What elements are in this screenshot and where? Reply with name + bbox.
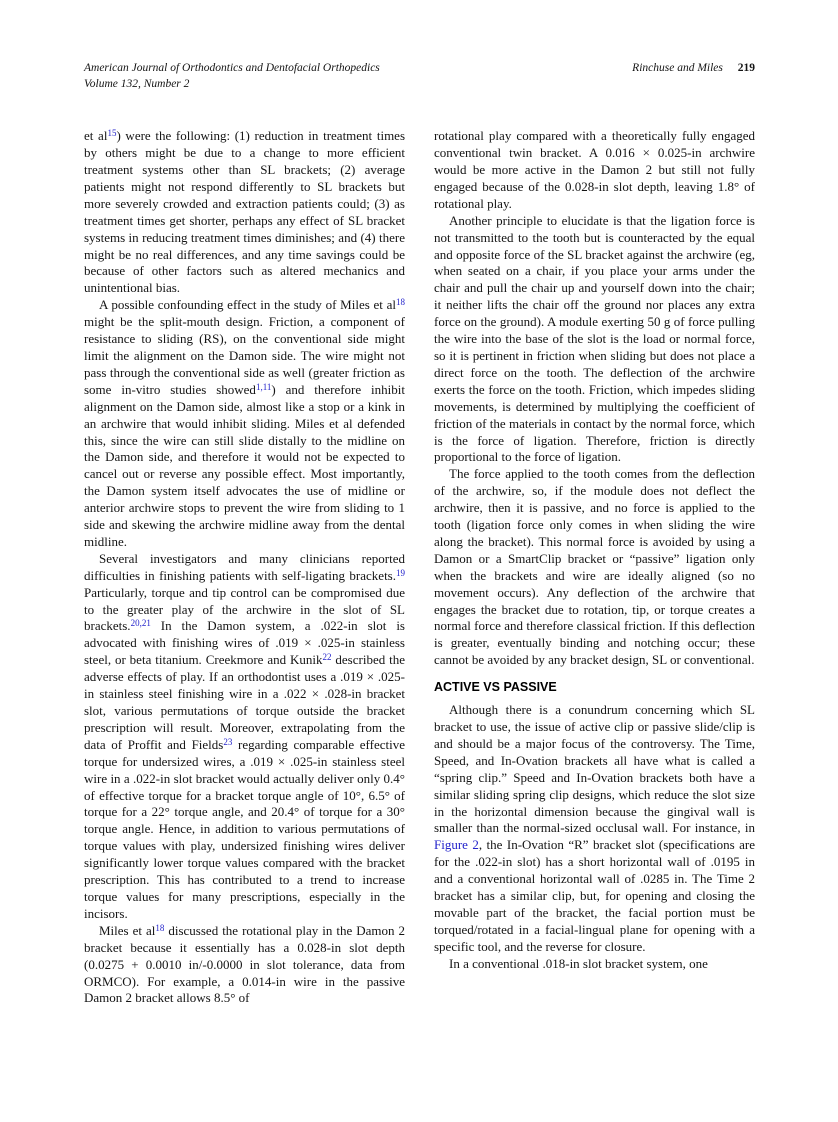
text-run: Particularly, torque and tip control can be compromised due to the greater play of the archwire in the slot of SL brackets. [84, 584, 405, 634]
reference-citation-link[interactable]: 22 [322, 652, 332, 663]
text-run: rotational play compared with a theoretically fully engaged conventional twin bracket. A 0.016 × 0.025-in archwire would be more active in the Damon 2 but still not fully engaged because of the 0.028-in slot depth, leaving 1.8° of rotational play. [434, 128, 755, 211]
page-header [84, 60, 755, 92]
paragraph [84, 551, 405, 923]
paragraph [434, 702, 755, 956]
paragraph [434, 466, 755, 669]
text-run: , the In-Ovation “R” bracket slot (specifications are for the .022-in slot) has a short horizontal wall of .0195 in and a conventional horizontal wall of .0285 in. The Time 2 bracket has a similar clip, but, for opening and closing the movable part of the bracket, the facial portion must be torqued/rotated in a facial-lingual plane for opening with a specific tool, and the reverse for closure. [434, 837, 755, 954]
journal-title: American Journal of Orthodontics and Dentofacial Orthopedics [84, 62, 380, 74]
reference-citation-link[interactable]: 1,11 [255, 381, 272, 392]
text-run: Although there is a conundrum concerning which SL bracket to use, the issue of active clip or passive slide/clip is and should be a major focus of the controversy. The Time, Speed, and In-Ovation brackets all have what is called a “spring clip.” Speed and In-Ovation brackets both have a similar sliding spring clip designs, which reduce the slot size in the horizontal dimension because the gingival wall is smaller than the normal-sized occlusal wall. For instance, in [434, 702, 755, 836]
reference-citation-link[interactable]: 18 [396, 297, 405, 308]
reference-citation-link[interactable]: 23 [223, 736, 233, 747]
right-column [434, 128, 755, 1007]
text-run: In a conventional .018-in slot bracket system, one [449, 955, 708, 971]
text-run: et al [84, 128, 108, 144]
running-head [632, 60, 755, 76]
paragraph [434, 128, 755, 213]
text-run: In the Damon system, a .022-in slot is advocated with finishing wires of .019 × .025-in stainless steel, or beta titanium. Creekmore and Kunik [84, 618, 405, 668]
text-run: discussed the rotational play in the Damon 2 bracket because it essentially has a 0.028-in slot depth (0.0275 + 0.0010 in/-0.0000 in slot tolerance, data from ORMCO). For example, a 0.014-in wire in the passive Damon 2 bracket allows 8.5° of [84, 922, 405, 1006]
journal-volume: Volume 132, Number 2 [84, 78, 190, 91]
text-run: ) and therefore inhibit alignment on the Damon side, almost like a stop or a kink in an archwire that would inhibit sliding. Miles et al defended this, since the wire can still slide distally to the midline on the Damon side, and therefore it would not be expected to cancel out or reverse any possible effect. Most importantly, the Damon system itself advocates the use of midline or anterior archwire stops to prevent the wire from sliding to 1 side and skewing the archwire midline away from the dental midline. [84, 381, 405, 549]
reference-citation-link[interactable]: 18 [155, 922, 165, 933]
text-run: Another principle to elucidate is that the ligation force is not transmitted to the tooth but is counteracted by the equal and opposite force of the SL bracket against the archwire (eg, when seated on a chair, if you place your arms under the chair and pull the chair up and yourself down into the chair; it neither lifts the chair off the ground nor places any extra force on the ground). A module exerting 50 g of force pulling the wire into the base of the slot is the load or normal force, so it is pertinent in friction when sliding but does not place a direct force on the tooth. The deflection of the archwire exerts the force on the tooth. Friction, which impedes sliding movements, is determined by multiplying the coefficient of friction of the materials in contact by the normal force, which is the force of ligation. Therefore, friction is directly proportional to the force of ligation. [434, 212, 755, 465]
journal-masthead [84, 60, 380, 92]
text-run: Several investigators and many clinicians reported difficulties in finishing patients with self-ligating brackets. [84, 550, 405, 583]
text-run: regarding comparable effective torque for undersized wires, a .019 × .025-in stainless steel wire in a .022-in slot bracket would actually deliver only 0.4° of effective torque for a bracket torque angle of 10°, 6.5° of torque for a 22° torque angle, and 20.4° of torque for a 30° torque angle. Hence, in addition to various permutations of torque values with play, undersized finishing wires deliver significantly lower torque values compared with the bracket prescription. This has contributed to a trend to increase torque values for many prescriptions, especially in the incisors. [84, 736, 405, 921]
paragraph [434, 213, 755, 467]
left-column [84, 128, 405, 1007]
reference-citation-link[interactable]: 15 [107, 128, 117, 139]
text-run: ) were the following: (1) reduction in treatment times by others might be due to a change to more efficient treatment systems other than SL brackets; (2) average patients might not respond differently to SL brackets but more severely crowded and extraction patients could; (3) as treatment times get shorter, perhaps any effect of SL bracket systems in reducing treatment times diminishes; and (4) there might be no real differences, and any time savings could be because of other factors such as altered mechanics and unintentional bias. [84, 128, 406, 296]
two-column-body [84, 128, 755, 1007]
paragraph [84, 923, 405, 1008]
text-run: might be the split-mouth design. Friction, a component of resistance to sliding (RS), on the conventional side might limit the alignment on the Damon side. The wire might not pass through the conventional side as well (greater friction as some in-vitro studies showed [84, 314, 405, 397]
paragraph [434, 956, 755, 973]
section-heading: ACTIVE VS PASSIVE [434, 680, 557, 695]
running-head-authors: Rinchuse and Miles [632, 62, 723, 74]
reference-citation-link[interactable]: 19 [396, 567, 405, 578]
page-number: 219 [737, 62, 755, 74]
text-run: described the adverse effects of play. If an orthodontist uses a .019 × .025-in stainless steel finishing wire in a .022 × .028-in bracket slot, various permutations of torque outside the bracket prescription will result. Moreover, extrapolating from the data of Proffit and Fields [84, 652, 405, 752]
text-run: Miles et al [99, 922, 156, 938]
text-run: A possible confounding effect in the study of Miles et al [99, 297, 396, 313]
figure-link[interactable]: Figure 2 [434, 837, 479, 853]
paragraph [84, 297, 405, 551]
text-run: The force applied to the tooth comes from the deflection of the archwire, so, if the module does not deflect the archwire, then it is passive, and no force is applied to the tooth (ligation force only comes in when sliding the wire along the bracket). This normal force is avoided by using a Damon or a SmartClip bracket or “passive” ligation only when the brackets and wire are ideally aligned (so no movement occurs). Any deflection of the archwire that engages the bracket due to rotation, tip, or torque creates a normal force and therefore classical friction. If this deflection is greater, eventually binding and notching occur; these cannot be avoided by any bracket design, SL or conventional. [434, 466, 755, 668]
paragraph [84, 128, 405, 297]
reference-citation-link[interactable]: 20,21 [130, 618, 151, 629]
